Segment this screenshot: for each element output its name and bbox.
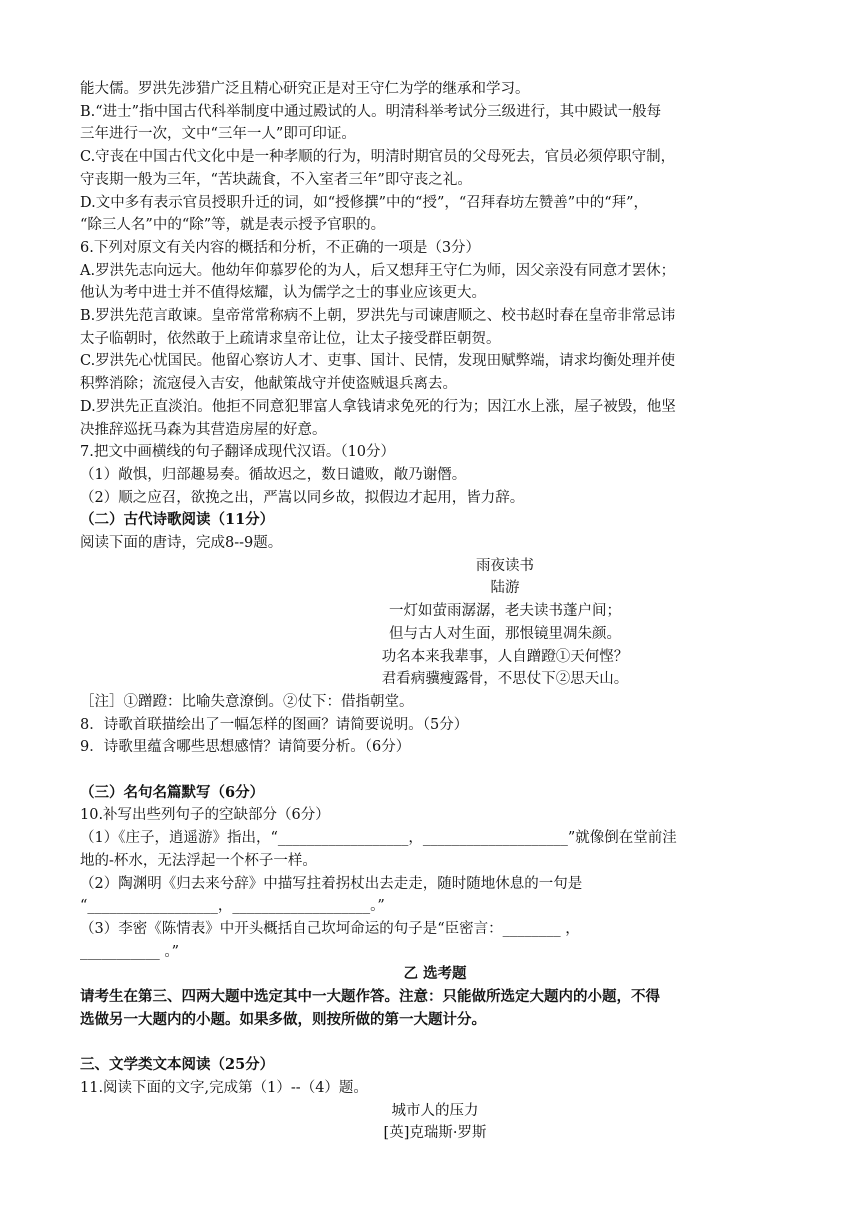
option-d-line: D.文中多有表示官员授职升迁的词，如“授修撰”中的“授”，“召拜春坊左赞善”中的“拜”， [80, 194, 649, 211]
poem-title: 雨夜读书 [476, 557, 534, 574]
elective-instruction: 请考生在第三、四两大题中选定其中一大题作答。注意：只能做所选定大题内的小题，不得 [80, 988, 660, 1006]
poem-line: 但与古人对生面，那恨镜里凋朱颜。 [389, 625, 621, 642]
poem-line: 一灯如萤雨潺潺，老夫读书蓬户间； [389, 603, 621, 620]
fill-blank-1: （1）《庄子，逍遥游》指出，“__________________，____________________”就像倒在堂前洼 [80, 830, 677, 847]
translation-item-1: （1）敞惧，归部趣易奏。循故迟之，数日谴败，敞乃谢僭。 [80, 466, 467, 483]
text-line: 太子临朝时，依然敢于上疏请求皇帝让位，让太子接受群臣朝贺。 [80, 330, 501, 347]
fill-blank-3-blank: ___________ 。” [80, 943, 180, 960]
document-page [80, 78, 790, 1145]
text-line: 守丧期一般为三年，“苦块蔬食，不入室者三年”即守丧之礼。 [80, 171, 472, 188]
option-c-line: C.守丧在中国古代文化中是一种孝顺的行为，明清时期官员的父母死去，官员必须停职守制， [80, 149, 676, 166]
question-9: 9．诗歌里蕴含哪些思想感情？请简要分析。（6分） [80, 739, 411, 756]
poetry-instruction: 阅读下面的唐诗，完成8--9题。 [80, 535, 283, 552]
question-8: 8．诗歌首联描绘出了一幅怎样的图画？请简要说明。（5分） [80, 716, 469, 733]
text-line: 地的-杯水，无法浮起一个杯子一样。 [80, 852, 317, 869]
question-7: 7.把文中画横线的句子翻译成现代汉语。（10分） [80, 444, 396, 461]
text-line: 能大儒。罗洪先涉猎广泛且精心研究正是对王守仁为学的继承和学习。 [80, 81, 530, 97]
elective-heading: 乙 选考题 [403, 965, 467, 983]
poem-author: 陆游 [490, 580, 520, 597]
option-b-line: B.罗洪先范言敢谏。皇帝常常称病不上朝，罗洪先与司谏唐顺之、校书赵时春在皇帝非常忌讳 [80, 308, 676, 325]
elective-instruction: 选做另一大题内的小题。如果多做，则按所做的第一大题计分。 [80, 1010, 486, 1028]
fill-blank-2-blanks: “__________________，___________________。” [80, 898, 385, 915]
poem-note: ［注］①蹭蹬：比喻失意潦倒。②仗下：借指朝堂。 [80, 693, 414, 710]
text-line: 三年进行一次，文中“三年一人”即可印证。 [80, 126, 356, 143]
poem-line: 君看病骥瘦露骨，不思仗下②思天山。 [381, 671, 629, 688]
article-title: 城市人的压力 [391, 1102, 479, 1119]
fill-blank-2: （2）陶渊明《归去来兮辞》中描写拄着拐杖出去走走，随时随地休息的一句是 [80, 875, 583, 892]
poem-line: 功名本来我辈事，人自蹭蹬①天何悭？ [381, 648, 629, 665]
section-heading-dictation: （三）名句名篇默写（6分） [80, 783, 265, 801]
text-line: 积弊消除；流寇侵入吉安，他献策战守并使盗贼退兵离去。 [80, 376, 457, 393]
question-10: 10.补写出些列句子的空缺部分（6分） [80, 807, 330, 824]
spacer [80, 1032, 790, 1055]
fill-blank-3: （3）李密《陈情表》中开头概括自己坎坷命运的句子是“臣密言：________ ， [80, 921, 580, 937]
option-d-line: D.罗洪先正直淡泊。他拒不同意犯罪富人拿钱请求免死的行为；因江水上涨，屋子被毁，他坚 [80, 398, 676, 415]
article-author: [英]克瑞斯·罗斯 [383, 1125, 487, 1142]
text-line: 他认为考中进士并不值得炫耀，认为儒学之士的事业应该更大。 [80, 285, 486, 302]
spacer [80, 759, 790, 782]
option-b-line: B.“进士”指中国古代科举制度中通过殿试的人。明清科举考试分三级进行，其中殿试一般每 [80, 103, 662, 120]
question-11: 11.阅读下面的文字,完成第（1）--（4）题。 [80, 1079, 368, 1096]
section-heading-poetry: （二）古代诗歌阅读（11分） [80, 511, 275, 529]
question-6: 6.下列对原文有关内容的概括和分析，不正确的一项是（3分） [80, 239, 481, 256]
text-line: 决推辞巡抚马森为其营造房屋的好意。 [80, 421, 327, 438]
section-heading-literary: 三、文学类文本阅读（25分） [80, 1056, 275, 1074]
text-line: “除三人名”中的“除”等，就是表示授予官职的。 [80, 217, 386, 234]
option-a-line: A.罗洪先志向远大。他幼年仰慕罗伦的为人，后又想拜王守仁为师，因父亲没有同意才罢休； [80, 262, 676, 279]
option-c-line: C.罗洪先心忧国民。他留心察访人才、吏事、国计、民情，发现田赋弊端，请求均衡处理并使 [80, 353, 676, 370]
translation-item-2: （2）顺之应召，欲挽之出，严嵩以同乡故，拟假边才起用，皆力辞。 [80, 489, 525, 506]
